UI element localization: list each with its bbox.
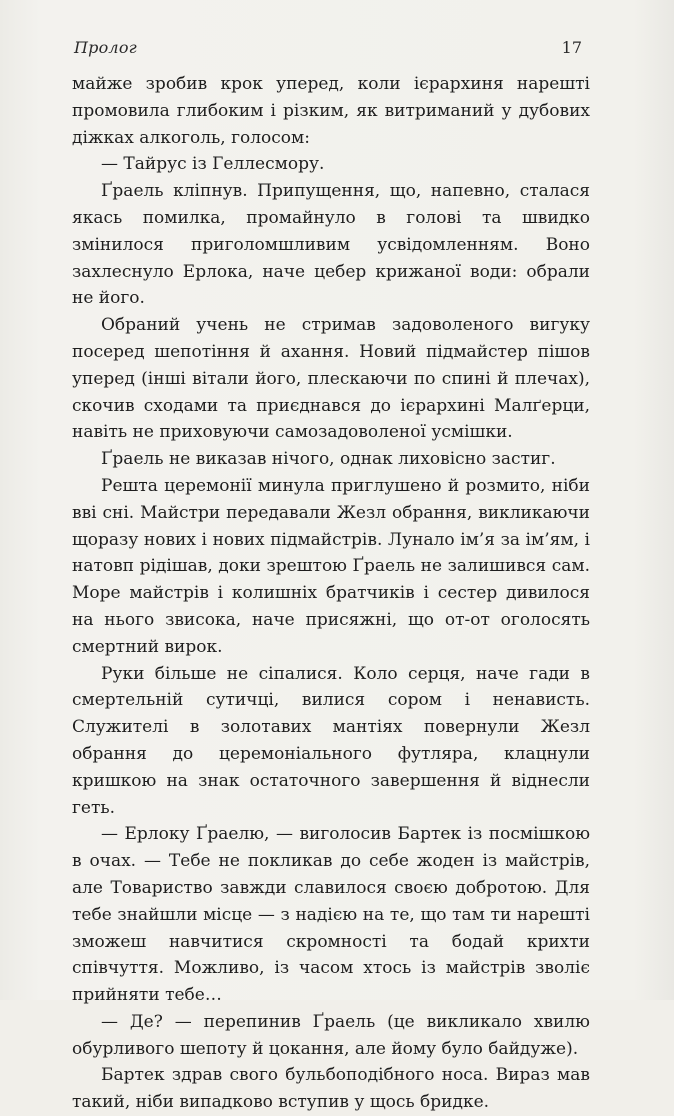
paragraph: Бартек здрав свого бульбоподібного носа. Вираз мав такий, ніби випадково вступив у щось бридке. (72, 1065, 590, 1113)
paragraph: Ґраель кліпнув. Припущення, що, напевно, сталася якась помилка, промайнуло в голові та швидко змінилося приголомшливим усвідомленням. Воно захлеснуло Ерлока, наче цебер крижаної води: обрали не його. (72, 181, 590, 309)
paragraph: майже зробив крок уперед, коли ієрархиня нарешті промовила глибоким і різким, як витриманий у дубових діжках алкоголь, голосом: (72, 74, 590, 148)
paragraph: Решта церемонії минула приглушено й розмито, ніби вві сні. Майстри передавали Жезл обрання, викликаючи щоразу нових і нових підмайстрів. Лунало ім’я за ім’ям, і натовп рідішав, доки зрештою Ґраель не залишився сам. Море майстрів і колишніх братчиків і сестер дивилося на нього звисока, наче присяжні, що от-от оголосять смертний вирок. (72, 475, 590, 657)
paragraph: Ґраель не виказав нічого, однак лиховісно застиг. (101, 449, 556, 470)
body-text (72, 71, 590, 1116)
paragraph: — Ерлоку Ґраелю, — виголосив Бартек із посмішкою в очах. — Тебе не покликав до себе жоден із майстрів, але Товариство завжди славилося своєю добротою. Для тебе знайшли місце — з надією на те, що там ти нарешті зможеш навчитися скромності та бодай крихти співчуття. Можливо, із часом хтось із майстрів зволіє прийняти тебе… (72, 824, 590, 1006)
page-number: 17 (561, 38, 582, 57)
paragraph: Обраний учень не стримав задоволеного вигуку посеред шепотіння й ахання. Новий підмайстер пішов уперед (інші вітали його, плескаючи по спині й плечах), скочив сходами та приєднався до ієрархині Малґерци, навіть не приховуючи самозадоволеної усмішки. (72, 315, 590, 443)
paragraph: — Тайрус із Геллесмору. (101, 154, 325, 175)
paragraph: Руки більше не сіпалися. Коло серця, наче гади в смертельній сутичці, вилися сором і ненависть. Служителі в золотавих мантіях повернули Жезл обрання до церемоніального футляра, клацнули кришкою на знак остаточного завершення й віднесли геть. (72, 663, 590, 818)
running-title: Пролог (74, 38, 137, 57)
paragraph: — Де? — перепинив Ґраель (це викликало хвилю обурливого шепоту й цокання, але йому було байдуже). (72, 1011, 590, 1059)
